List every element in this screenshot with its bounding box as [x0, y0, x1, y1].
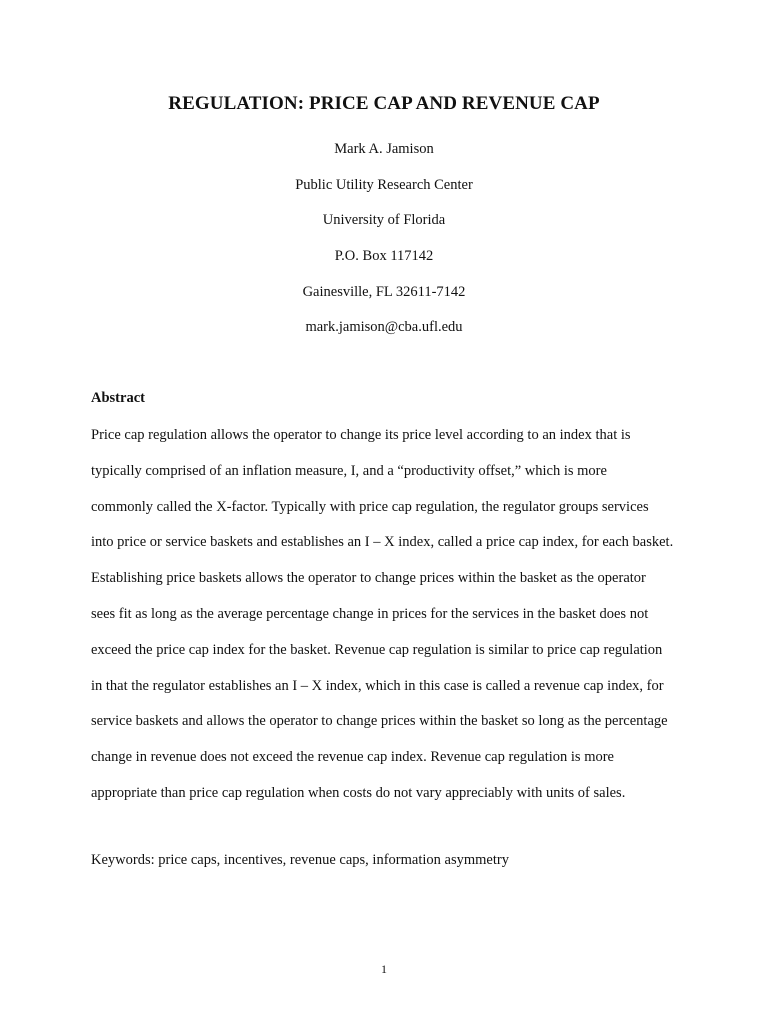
abstract-line: Price cap regulation allows the operator to change its price level according to an index that is	[91, 427, 631, 443]
abstract-line: change in revenue does not exceed the revenue cap index. Revenue cap regulation is more	[91, 749, 614, 766]
abstract-body	[91, 422, 691, 816]
abstract-line: sees fit as long as the average percentage change in prices for the services in the basket does not	[91, 605, 649, 622]
author-name: Mark A. Jamison	[334, 141, 434, 157]
affiliation-line: Gainesville, FL 32611-7142	[302, 284, 466, 300]
paper-title: REGULATION: PRICE CAP AND REVENUE CAP	[168, 93, 600, 114]
abstract-line: into price or service baskets and establishes an I – X index, called a price cap index, for each basket.	[91, 534, 674, 551]
abstract-line: service baskets and allows the operator to change prices within the basket so long as the percentage	[91, 713, 668, 730]
abstract-line: exceed the price cap index for the basket. Revenue cap regulation is similar to price cap regulation	[91, 641, 663, 658]
abstract-line: in that the regulator establishes an I – X index, which in this case is called a revenue cap index, for	[91, 677, 664, 694]
author-email: mark.jamison@cba.ufl.edu	[305, 319, 463, 335]
abstract-heading: Abstract	[91, 390, 145, 406]
affiliation-line: University of Florida	[322, 212, 446, 228]
affiliation-line: P.O. Box 117142	[334, 248, 434, 264]
affiliation-line: Public Utility Research Center	[295, 177, 473, 193]
abstract-line: Establishing price baskets allows the operator to change prices within the basket as the operator	[91, 570, 646, 587]
abstract-line: typically comprised of an inflation measure, I, and a “productivity offset,” which is more	[91, 462, 607, 479]
keywords: Keywords: price caps, incentives, revenue caps, information asymmetry	[91, 852, 509, 868]
abstract-line: commonly called the X-factor. Typically with price cap regulation, the regulator groups services	[91, 498, 649, 515]
abstract-line: appropriate than price cap regulation when costs do not vary appreciably with units of sales.	[91, 784, 626, 801]
page-number: 1	[381, 962, 387, 976]
